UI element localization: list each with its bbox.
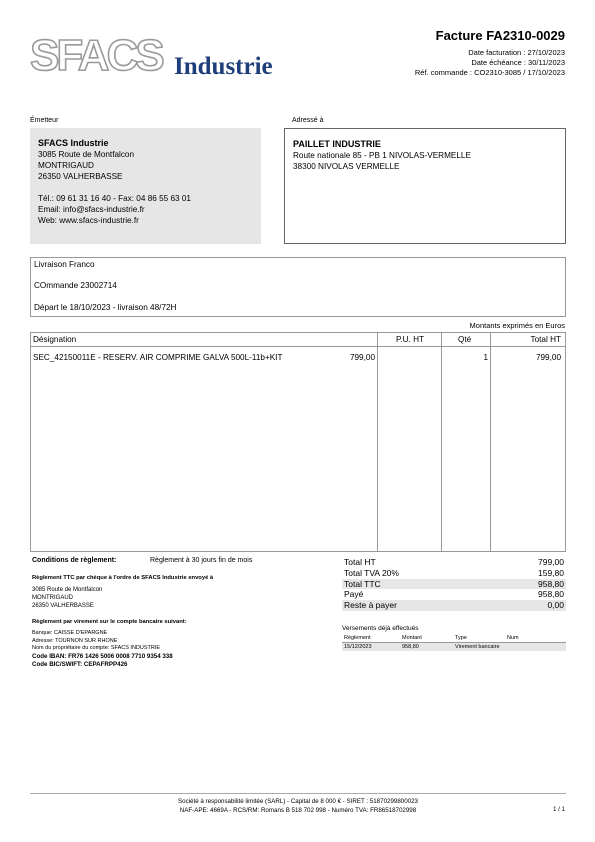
recipient-address: Route nationale 85 - PB 1 NIVOLAS-VERMELLE xyxy=(293,151,471,160)
account-holder: Nom du propriétaire du compte: SFACS INDUSTRIE xyxy=(32,645,161,651)
bic: Code BIC/SWIFT: CEPAFRPP426 xyxy=(32,661,128,668)
line-total: 799,00 xyxy=(535,353,561,362)
footer xyxy=(30,797,566,815)
issuer-name: SFACS Industrie xyxy=(38,138,109,148)
departure-info: Départ le 18/10/2023 - livraison 48/72H xyxy=(34,303,177,312)
logo-word: Industrie xyxy=(174,53,273,80)
total-label: Reste à payer xyxy=(344,600,397,611)
order-reference: Réf. commande : CO2310-3085 / 17/10/2023 xyxy=(414,68,565,77)
line-unit-price: 799,00 xyxy=(349,353,375,362)
total-label: Payé xyxy=(344,589,364,600)
delivery-info-box xyxy=(30,257,566,317)
total-value: 799,00 xyxy=(538,557,564,567)
issuer-web: Web: www.sfacs-industrie.fr xyxy=(38,216,139,225)
invoice-date: Date facturation : 27/10/2023 xyxy=(468,48,565,57)
total-value: 958,80 xyxy=(538,578,564,589)
payment-amount: 958,80 xyxy=(402,644,419,650)
payments-table xyxy=(342,634,566,651)
conditions-label: Conditions de règlement: xyxy=(32,557,117,564)
total-label: Total HT xyxy=(344,557,376,567)
total-value: 159,80 xyxy=(538,567,564,578)
currency-note: Montants exprimés en Euros xyxy=(469,321,565,330)
line-designation: SEC_42150011E - RESERV. AIR COMPRIME GALVA 500L-11b+KIT xyxy=(33,353,283,362)
payments-header-type: Type xyxy=(455,635,467,641)
footer-divider xyxy=(30,793,566,794)
total-value: 958,80 xyxy=(538,589,564,600)
bank-address: Adresse: TOURNON SUR RHONE xyxy=(32,638,118,644)
footer-line-2: NAF-APE: 4669A - RCS/RM: Romans B 518 702 998 - Numéro TVA: FR86518702998 xyxy=(179,807,417,814)
issuer-label: Émetteur xyxy=(30,117,59,124)
invoice-lines-table xyxy=(30,332,566,552)
cheque-city: MONTRIGAUD xyxy=(32,595,73,601)
recipient-label: Adressé à xyxy=(292,117,324,124)
bank-name: Banque: CAISSE D'EPARGNE xyxy=(32,630,108,636)
issuer-postal: 26350 VALHERBASSE xyxy=(38,172,123,181)
header-designation: Désignation xyxy=(33,335,77,344)
issuer-city: MONTRIGAUD xyxy=(38,161,94,170)
iban: Code IBAN: FR76 1426 5006 0008 7710 9354 338 xyxy=(32,653,173,660)
issuer-email: Email: info@sfacs-industrie.fr xyxy=(38,205,145,214)
header-qty: Qté xyxy=(458,335,472,344)
total-ht-row xyxy=(342,557,566,568)
page-number: 1 / 1 xyxy=(552,806,565,813)
invoice-title: Facture FA2310-0029 xyxy=(435,28,565,43)
payment-date: 15/12/2023 xyxy=(344,644,372,650)
total-vat-row xyxy=(342,568,566,579)
logo-mark: SFACS xyxy=(30,36,162,80)
remaining-row xyxy=(342,600,566,611)
recipient-postal: 38300 NIVOLAS VERMELLE xyxy=(293,162,400,171)
payments-title: Versements déjà effectués xyxy=(342,625,419,632)
paid-row xyxy=(342,589,566,600)
totals-table xyxy=(342,557,566,611)
payments-header-amount: Montant xyxy=(402,635,422,641)
payment-type: Virement bancaire xyxy=(455,644,500,650)
transfer-title: Règlement par virement sur le compte bancaire suivant: xyxy=(32,619,187,625)
footer-line-1: Société à responsabilité limitée (SARL) - Capital de 8 000 € - SIRET : 51870299800023 xyxy=(178,798,418,805)
delivery-terms: Livraison Franco xyxy=(34,260,95,269)
header-unit-price: P.U. HT xyxy=(396,335,425,344)
recipient-box xyxy=(284,128,566,244)
cheque-postal: 26350 VALHERBASSE xyxy=(32,603,94,609)
payments-header xyxy=(342,634,566,643)
issuer-address: 3085 Route de Montfalcon xyxy=(38,150,135,159)
payments-header-num: Num xyxy=(507,635,519,641)
invoice-meta xyxy=(415,48,565,78)
recipient-name: PAILLET INDUSTRIE xyxy=(293,139,381,149)
payment-row xyxy=(342,643,566,651)
total-value: 0,00 xyxy=(547,600,564,611)
cheque-address: 3085 Route de Montfalcon xyxy=(32,587,103,593)
invoice-due-date: Date échéance : 30/11/2023 xyxy=(471,58,565,67)
company-logo xyxy=(30,36,286,82)
header-total: Total HT xyxy=(530,335,561,344)
total-label: Total TTC xyxy=(344,578,381,589)
line-qty: 1 xyxy=(483,353,488,362)
issuer-box xyxy=(30,128,261,244)
conditions-value: Règlement à 30 jours fin de mois xyxy=(150,557,253,564)
total-ttc-row xyxy=(342,579,566,590)
cheque-title: Règlement TTC par chèque à l'ordre de SFACS Industrie envoyé à xyxy=(32,575,214,581)
payments-header-date: Règlement xyxy=(344,635,371,641)
total-label: Total TVA 20% xyxy=(344,567,399,578)
order-number: COmmande 23002714 xyxy=(34,281,117,290)
issuer-phone: Tél.: 09 61 31 16 40 - Fax: 04 86 55 63 01 xyxy=(38,194,191,203)
